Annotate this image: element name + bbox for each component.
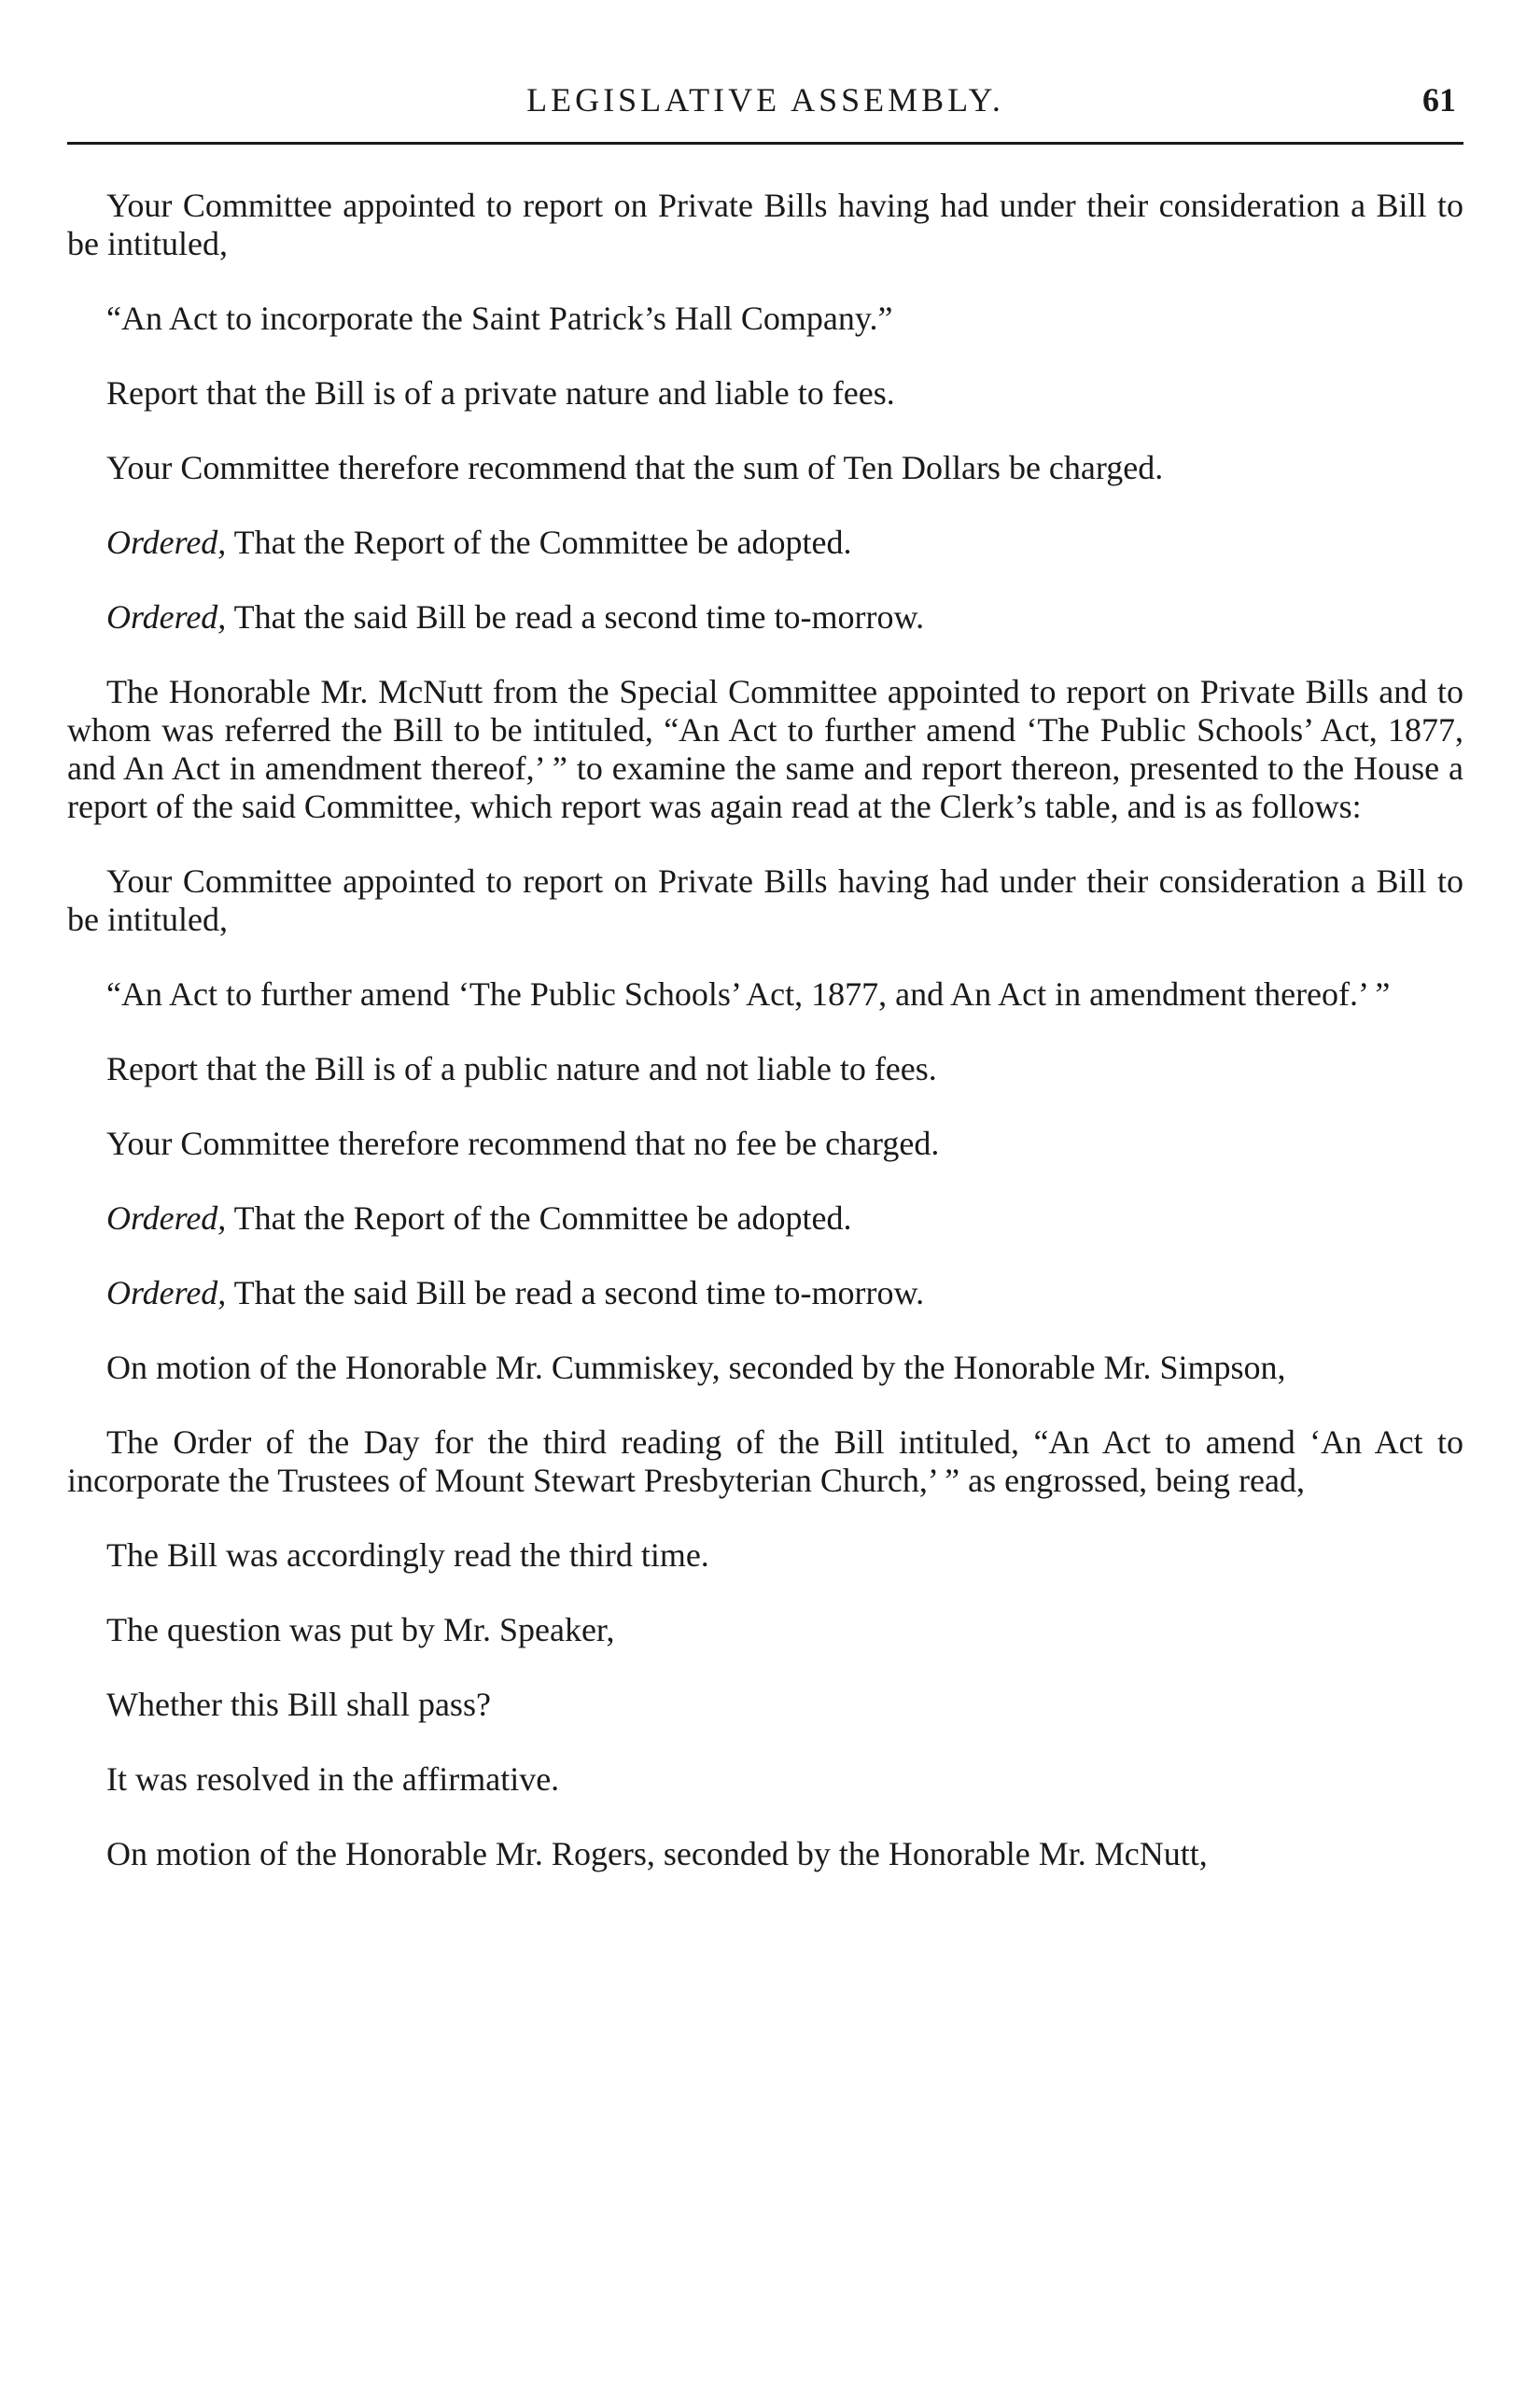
- paragraph-text: The Honorable Mr. McNutt from the Special Committee appointed to report on Private Bills and to whom was referred the Bill to be intituled, “An Act to further amend ‘The Public Schools’ Act, 1877, and An Act in amendment thereof,’ ” to examine the same and report thereon, presented to the House a report of the said Committee, which report was again read at the Clerk’s table, and is as follows:: [67, 673, 1463, 825]
- paragraph-text: Your Committee appointed to report on Private Bills having had under their consideration a Bill to be intituled,: [67, 187, 1463, 262]
- paragraph: [67, 449, 1463, 487]
- paragraph-text: “An Act to further amend ‘The Public Schools’ Act, 1877, and An Act in amendment thereof.’ ”: [106, 975, 1391, 1013]
- paragraph-text: The Bill was accordingly read the third time.: [106, 1536, 709, 1574]
- paragraph-text: The Order of the Day for the third reading of the Bill intituled, “An Act to amend ‘An Act to incorporate the Trustees of Mount Stewart Presbyterian Church,’ ” as engrossed, being read,: [67, 1423, 1463, 1499]
- paragraph: [67, 862, 1463, 939]
- paragraph: [67, 374, 1463, 413]
- paragraph-text: On motion of the Honorable Mr. Rogers, seconded by the Honorable Mr. McNutt,: [106, 1835, 1208, 1872]
- order-paragraph: [67, 1274, 1463, 1312]
- paragraph: [67, 975, 1463, 1014]
- paragraph-text: Report that the Bill is of a public nature and not liable to fees.: [106, 1050, 937, 1087]
- paragraph: [67, 1050, 1463, 1088]
- paragraph: [67, 673, 1463, 826]
- paragraph: [67, 1686, 1463, 1724]
- paragraph-text: Your Committee therefore recommend that the sum of Ten Dollars be charged.: [106, 449, 1164, 486]
- paragraph-text: It was resolved in the affirmative.: [106, 1760, 560, 1798]
- paragraph-text: Report that the Bill is of a private nature and liable to fees.: [106, 374, 895, 412]
- paragraph: [67, 1423, 1463, 1500]
- paragraph: [67, 300, 1463, 338]
- body-text: [67, 187, 1463, 1910]
- order-paragraph: [67, 524, 1463, 562]
- ordered-lead: Ordered,: [106, 1199, 227, 1237]
- paragraph: [67, 1536, 1463, 1575]
- page-number: 61: [1422, 81, 1456, 119]
- paragraph: [67, 187, 1463, 263]
- paragraph: [67, 1611, 1463, 1649]
- paragraph: [67, 1760, 1463, 1799]
- order-paragraph: [67, 598, 1463, 637]
- paragraph: [67, 1125, 1463, 1163]
- order-paragraph: [67, 1199, 1463, 1238]
- paragraph-text: The question was put by Mr. Speaker,: [106, 1611, 615, 1648]
- running-title: LEGISLATIVE ASSEMBLY.: [526, 81, 1004, 119]
- paragraph-text: Your Committee appointed to report on Private Bills having had under their consideration a Bill to be intituled,: [67, 862, 1463, 938]
- paragraph-text: On motion of the Honorable Mr. Cummiskey, seconded by the Honorable Mr. Simpson,: [106, 1349, 1286, 1386]
- paragraph-text: That the Report of the Committee be adopted.: [226, 1199, 852, 1237]
- paragraph-text: That the said Bill be read a second time to-morrow.: [226, 598, 925, 636]
- running-head: [67, 77, 1463, 123]
- paragraph-text: Whether this Bill shall pass?: [106, 1686, 491, 1723]
- paragraph-text: Your Committee therefore recommend that no fee be charged.: [106, 1125, 940, 1162]
- paragraph: [67, 1835, 1463, 1873]
- ordered-lead: Ordered,: [106, 1274, 227, 1311]
- paragraph-text: That the Report of the Committee be adopted.: [226, 524, 852, 561]
- ordered-lead: Ordered,: [106, 598, 227, 636]
- ordered-lead: Ordered,: [106, 524, 227, 561]
- header-rule: [67, 142, 1463, 145]
- paragraph: [67, 1349, 1463, 1387]
- paragraph-text: That the said Bill be read a second time to-morrow.: [226, 1274, 925, 1311]
- paragraph-text: “An Act to incorporate the Saint Patrick’s Hall Company.”: [106, 300, 893, 337]
